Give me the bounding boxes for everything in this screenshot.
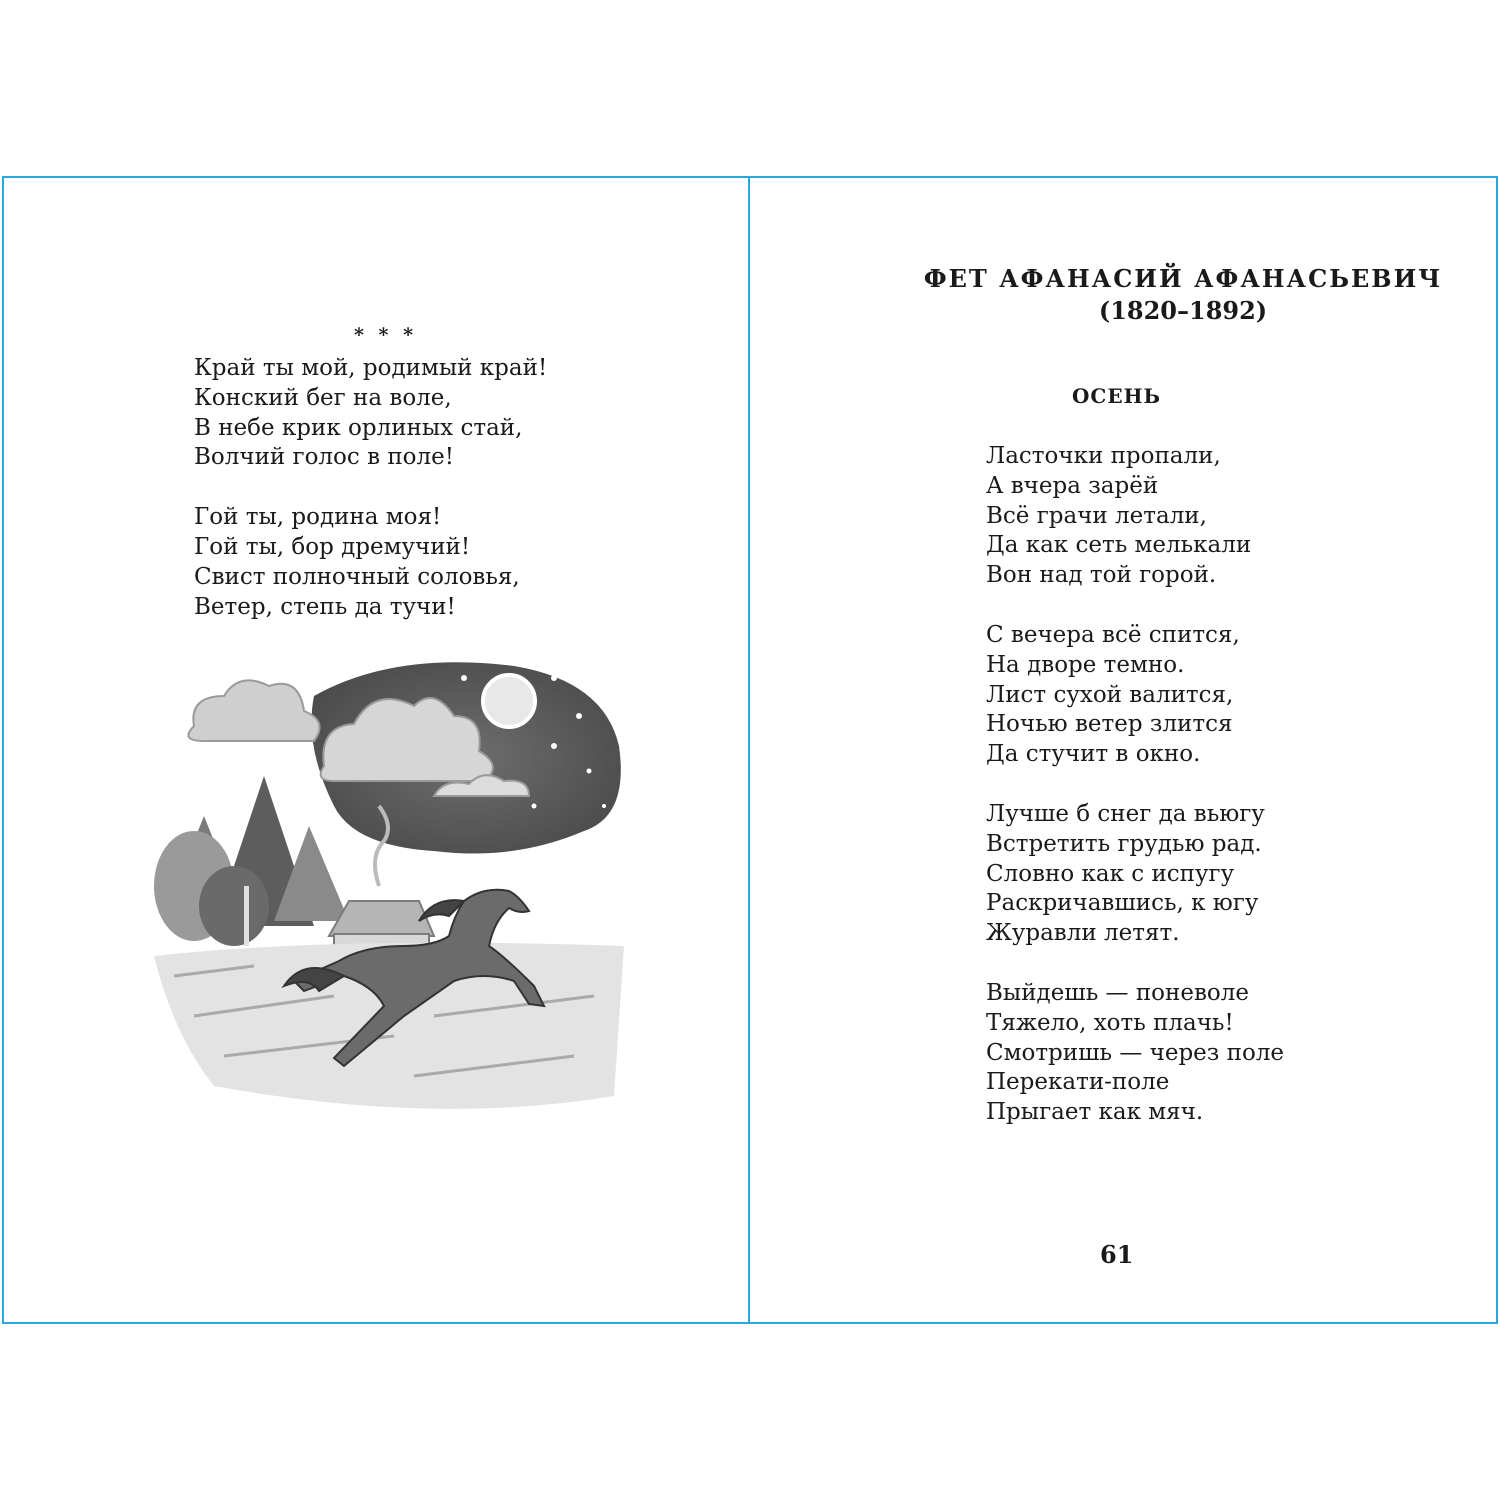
poem-left xyxy=(194,354,547,652)
poem-line: Перекати-поле xyxy=(986,1069,1170,1096)
stanza xyxy=(194,503,547,622)
poem-line: Выйдешь — поневоле xyxy=(986,979,1249,1006)
poem-line: Словно как с испугу xyxy=(986,860,1235,887)
left-page xyxy=(4,176,748,1324)
moon xyxy=(483,675,535,727)
poem-line: Гой ты, бор дремучий! xyxy=(194,533,471,560)
page-number: 61 xyxy=(1100,1240,1134,1269)
poem-line: Да стучит в окно. xyxy=(986,741,1201,768)
poem-line: Конский бег на воле, xyxy=(194,384,452,411)
poem-line: Раскричавшись, к югу xyxy=(986,890,1259,917)
poem-line: В небе крик орлиных стай, xyxy=(194,414,523,441)
right-page xyxy=(750,176,1496,1324)
poem-line: С вечера всё спится, xyxy=(986,621,1240,648)
poem-line: Край ты мой, родимый край! xyxy=(194,355,548,381)
poem-line: Вон над той горой. xyxy=(986,562,1217,589)
poem-line: Ветер, степь да тучи! xyxy=(194,593,456,620)
poem-line: А вчера зарёй xyxy=(986,472,1159,499)
stanza xyxy=(194,354,547,473)
stanza xyxy=(986,800,1284,949)
poem-line: Гой ты, родина моя! xyxy=(194,504,442,531)
poem-line: Всё грачи летали, xyxy=(986,502,1207,529)
cloud xyxy=(188,680,319,741)
stanza xyxy=(986,979,1284,1128)
asterism: * * * xyxy=(354,324,418,346)
poem-line: Встретить грудью рад. xyxy=(986,830,1262,857)
poem-line: Прыгает как мяч. xyxy=(986,1099,1204,1126)
poem-line: Журавли летят. xyxy=(986,920,1180,947)
poem-line: Свист полночный соловья, xyxy=(194,563,520,590)
poem-line: Тяжело, хоть плачь! xyxy=(986,1009,1234,1036)
poem-line: Лист сухой валится, xyxy=(986,681,1234,708)
poem-line: Ласточки пропали, xyxy=(986,443,1221,469)
poem-right xyxy=(986,442,1284,1158)
author-years: (1820–1892) xyxy=(1098,296,1268,325)
poem-line: Лучше б снег да вьюгу xyxy=(986,800,1265,827)
poem-line: На дворе темно. xyxy=(986,651,1185,678)
poem-title: ОСЕНЬ xyxy=(1072,384,1161,408)
stanza xyxy=(986,442,1284,591)
poem-line: Да как сеть мелькали xyxy=(986,532,1252,559)
stanza xyxy=(986,621,1284,770)
poem-line: Волчий голос в поле! xyxy=(194,444,454,471)
poem-line: Ночью ветер злится xyxy=(986,711,1233,738)
hut xyxy=(329,901,434,936)
horse-illustration xyxy=(134,656,634,1116)
author-name: ФЕТ АФАНАСИЙ АФАНАСЬЕВИЧ xyxy=(923,264,1443,293)
poem-line: Смотришь — через поле xyxy=(986,1039,1285,1066)
